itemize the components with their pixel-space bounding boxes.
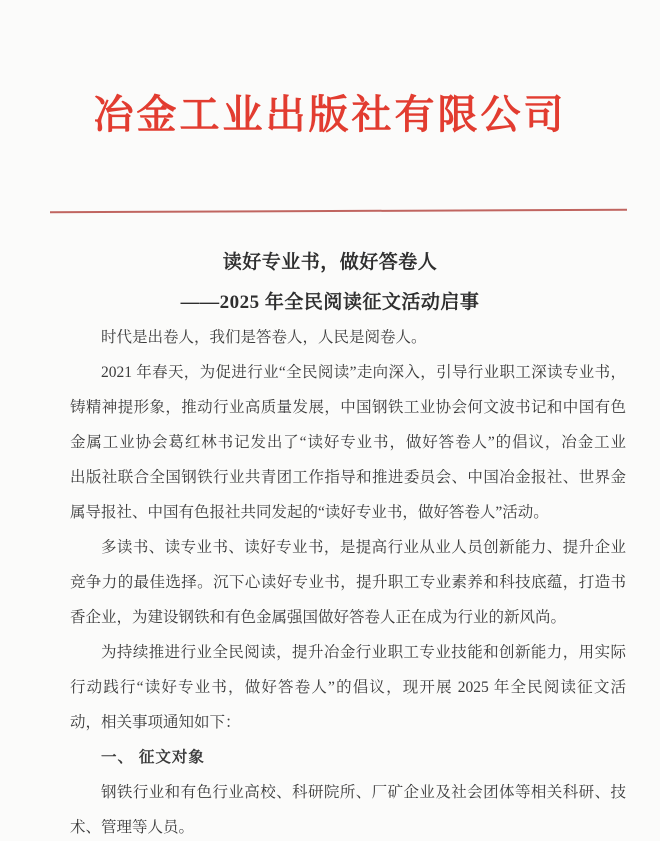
body-line: 香企业，为建设钢铁和有色金属强国做好答卷人正在成为行业的新风尚。 (70, 609, 567, 626)
body-line: 出版社联合全国钢铁行业共青团工作指导和推进委员会、中国冶金报社、世界金 (70, 469, 626, 486)
document-body (70, 320, 626, 841)
document-subtitle: ——2025 年全民阅读征文活动启事 (180, 292, 480, 313)
body-line: 金属工业协会葛红林书记发出了“读好专业书，做好答卷人”的倡议，冶金工业 (70, 434, 626, 451)
body-line: 动，相关事项通知如下： (70, 714, 241, 731)
body-line: 行动践行“读好专业书，做好答卷人”的倡议，现开展 2025 年全民阅读征文活 (70, 679, 626, 696)
section-heading: 一、 征文对象 (101, 749, 205, 766)
document-title: 读好专业书，做好答卷人 (222, 252, 438, 273)
body-line: 为持续推进行业全民阅读，提升冶金行业职工专业技能和创新能力，用实际 (101, 644, 626, 661)
body-line: 术、管理等人员。 (70, 819, 195, 836)
body-line: 钢铁行业和有色行业高校、科研院所、厂矿企业及社会团体等相关科研、技 (101, 784, 626, 801)
body-line: 竞争力的最佳选择。沉下心读好专业书，提升职工专业素养和科技底蕴，打造书 (70, 574, 626, 591)
body-line: 属导报社、中国有色报社共同发起的“读好专业书，做好答卷人”活动。 (70, 504, 549, 521)
body-line: 时代是出卷人，我们是答卷人，人民是阅卷人。 (101, 329, 427, 346)
body-line: 2021 年春天，为促进行业“全民阅读”走向深入，引导行业职工深读专业书， (101, 364, 626, 381)
letterhead-company-name: 冶金工业出版社有限公司 (93, 93, 567, 137)
body-line: 铸精神提形象，推动行业高质量发展，中国钢铁工业协会何文波书记和中国有色 (70, 399, 626, 416)
body-line: 多读书、读专业书、读好专业书，是提高行业从业人员创新能力、提升企业 (101, 539, 626, 556)
letterhead-divider (50, 209, 627, 214)
